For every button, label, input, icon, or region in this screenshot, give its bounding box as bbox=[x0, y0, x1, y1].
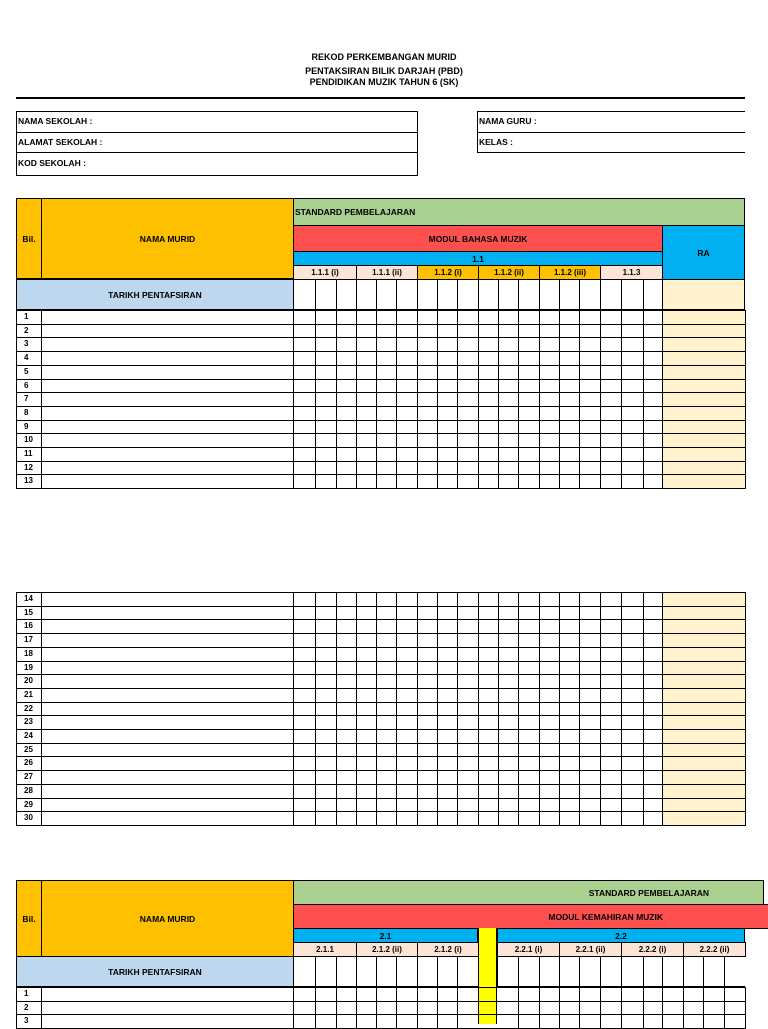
grid-line bbox=[356, 279, 357, 310]
code-cell-2: 2.2.1 (ii) bbox=[559, 942, 622, 957]
col-line bbox=[539, 592, 540, 825]
tarikh-pentafsiran-header-2: TARIKH PENTAFSIRAN bbox=[16, 956, 294, 987]
code-cell: 1.1.3 bbox=[600, 265, 663, 280]
grid-line bbox=[315, 956, 316, 987]
row-number: 15 bbox=[24, 607, 33, 617]
row-line bbox=[16, 406, 745, 407]
grid-line bbox=[600, 279, 601, 310]
col-line bbox=[457, 592, 458, 825]
grid-line bbox=[724, 956, 725, 987]
grid-line bbox=[315, 279, 316, 310]
row-number: 24 bbox=[24, 731, 33, 740]
col-line bbox=[724, 987, 725, 1028]
row-line bbox=[16, 365, 745, 366]
col-line bbox=[643, 310, 644, 488]
row-line bbox=[16, 392, 745, 393]
row-number: 5 bbox=[24, 366, 29, 376]
col-line bbox=[417, 987, 418, 1028]
grid-line bbox=[437, 956, 438, 987]
col-line bbox=[356, 987, 357, 1028]
row-number: 8 bbox=[24, 407, 29, 417]
row-number: 22 bbox=[24, 703, 33, 713]
col-line bbox=[376, 987, 377, 1028]
code-cell-2: 2.1.1 bbox=[293, 942, 357, 957]
row-number: 12 bbox=[24, 462, 33, 472]
col-line bbox=[559, 310, 560, 488]
col-line bbox=[293, 987, 294, 1028]
col-line bbox=[539, 987, 540, 1028]
grid-line bbox=[518, 279, 519, 310]
grid-line bbox=[643, 279, 644, 310]
col-line bbox=[376, 592, 377, 825]
row-line bbox=[16, 715, 745, 716]
alamat-sekolah-label: ALAMAT SEKOLAH : bbox=[18, 137, 103, 147]
grid-line bbox=[376, 956, 377, 987]
row-number: 16 bbox=[24, 621, 33, 631]
col-line bbox=[662, 592, 663, 825]
kod-sekolah-label: KOD SEKOLAH : bbox=[18, 158, 86, 168]
row-number: 28 bbox=[24, 785, 33, 795]
col-line bbox=[396, 987, 397, 1028]
grid-line bbox=[539, 956, 540, 987]
ra-column bbox=[662, 593, 745, 825]
grid-border bbox=[16, 987, 746, 1029]
grid-line bbox=[376, 279, 377, 310]
col-line bbox=[559, 592, 560, 825]
code-cell-2: 2.2.1 (i) bbox=[497, 942, 560, 957]
col-line bbox=[41, 987, 42, 1028]
grid-line bbox=[643, 956, 644, 987]
row-number: 27 bbox=[24, 772, 33, 782]
col-line bbox=[518, 592, 519, 825]
code-cell-2: 2.1.2 (ii) bbox=[356, 942, 418, 957]
col-line bbox=[41, 592, 42, 825]
grid-line bbox=[396, 956, 397, 987]
row-line bbox=[16, 1001, 745, 1002]
row-number: 1 bbox=[24, 312, 29, 321]
col-line bbox=[518, 310, 519, 488]
row-number: 18 bbox=[24, 648, 33, 658]
row-number: 2 bbox=[24, 325, 29, 335]
bil-header-2: Bil. bbox=[16, 880, 42, 957]
code-cell-2: 2.1.2 (i) bbox=[417, 942, 479, 957]
ra-header: RA bbox=[662, 225, 745, 280]
col-line bbox=[518, 987, 519, 1028]
row-line bbox=[16, 337, 745, 338]
grid-line bbox=[457, 279, 458, 310]
group-2-1-header: 2.1 bbox=[293, 928, 478, 943]
nama-sekolah-label: NAMA SEKOLAH : bbox=[18, 116, 93, 126]
grid-line bbox=[417, 956, 418, 987]
grid-line bbox=[579, 279, 580, 310]
col-line bbox=[315, 987, 316, 1028]
col-line bbox=[376, 310, 377, 488]
col-line bbox=[662, 310, 663, 488]
row-line bbox=[16, 756, 745, 757]
grid-line bbox=[559, 279, 560, 310]
grid-line bbox=[703, 956, 704, 987]
grid-line bbox=[336, 956, 337, 987]
modul-bahasa-muzik-header: MODUL BAHASA MUZIK bbox=[293, 225, 663, 252]
teacher-info-box bbox=[477, 111, 745, 153]
col-line bbox=[643, 987, 644, 1028]
row-line bbox=[16, 474, 745, 475]
nama-murid-header: NAMA MURID bbox=[41, 198, 294, 279]
row-number: 14 bbox=[24, 594, 33, 603]
code-cell-2: 2.2.2 (ii) bbox=[683, 942, 746, 957]
header-rule bbox=[16, 97, 745, 99]
col-line bbox=[539, 310, 540, 488]
row-number: 6 bbox=[24, 380, 29, 390]
col-line bbox=[457, 310, 458, 488]
nama-guru-label: NAMA GURU : bbox=[479, 116, 537, 126]
col-line bbox=[417, 310, 418, 488]
row-number: 10 bbox=[24, 435, 33, 445]
col-line bbox=[336, 592, 337, 825]
col-line bbox=[437, 310, 438, 488]
grid-line bbox=[683, 956, 684, 987]
grid-line bbox=[579, 956, 580, 987]
grid-line bbox=[600, 956, 601, 987]
row-number: 23 bbox=[24, 717, 33, 727]
col-line bbox=[437, 987, 438, 1028]
col-line bbox=[336, 987, 337, 1028]
grid-line bbox=[662, 956, 663, 987]
row-line bbox=[16, 798, 745, 799]
row-number: 7 bbox=[24, 394, 29, 404]
row-line bbox=[16, 606, 745, 607]
school-info-box bbox=[16, 111, 418, 176]
code-cell: 1.1.2 (iii) bbox=[539, 265, 601, 280]
doc-subtitle-pbd: PENTAKSIRAN BILIK DARJAH (PBD) bbox=[305, 66, 463, 76]
row-line bbox=[16, 729, 745, 730]
group-2-2-header: 2.2 bbox=[497, 928, 745, 943]
col-line bbox=[579, 310, 580, 488]
row-number: 3 bbox=[24, 339, 29, 349]
grid-line bbox=[437, 279, 438, 310]
grid-line bbox=[621, 956, 622, 987]
standard-pembelajaran-header: STANDARD PEMBELAJARAN bbox=[293, 198, 745, 226]
row-line bbox=[16, 770, 745, 771]
row-number: 2 bbox=[24, 1002, 29, 1012]
col-line bbox=[41, 310, 42, 488]
row-line bbox=[16, 784, 745, 785]
tarikh-date-cells-2 bbox=[293, 956, 479, 987]
doc-subtitle-subject: PENDIDIKAN MUZIK TAHUN 6 (SK) bbox=[309, 77, 459, 87]
col-line bbox=[498, 592, 499, 825]
grid-line bbox=[518, 956, 519, 987]
tarikh-pentafsiran-header: TARIKH PENTAFSIRAN bbox=[16, 279, 294, 310]
col-line bbox=[315, 310, 316, 488]
row-number: 20 bbox=[24, 676, 33, 686]
grid-border bbox=[16, 592, 746, 826]
col-line bbox=[293, 310, 294, 488]
col-line bbox=[703, 987, 704, 1028]
col-line bbox=[356, 592, 357, 825]
row-line bbox=[16, 647, 745, 648]
grid-line bbox=[478, 279, 479, 310]
col-line bbox=[417, 592, 418, 825]
col-line bbox=[396, 592, 397, 825]
row-line bbox=[16, 461, 745, 462]
row-number: 1 bbox=[24, 989, 29, 998]
col-line bbox=[356, 310, 357, 488]
col-line bbox=[621, 310, 622, 488]
grid-line bbox=[559, 956, 560, 987]
row-number: 9 bbox=[24, 421, 29, 431]
grid-line bbox=[336, 279, 337, 310]
col-line bbox=[621, 987, 622, 1028]
col-line bbox=[437, 592, 438, 825]
row-number: 21 bbox=[24, 689, 33, 699]
col-line bbox=[478, 592, 479, 825]
col-line bbox=[336, 310, 337, 488]
nama-murid-header-2: NAMA MURID bbox=[41, 880, 294, 957]
col-line bbox=[600, 592, 601, 825]
row-number: 13 bbox=[24, 476, 33, 486]
row-line bbox=[16, 447, 745, 448]
modul-kemahiran-muzik-header: MODUL KEMAHIRAN MUZIK bbox=[293, 904, 768, 929]
col-line bbox=[478, 310, 479, 488]
row-line bbox=[16, 433, 745, 434]
col-line bbox=[600, 987, 601, 1028]
bil-header: Bil. bbox=[16, 198, 42, 279]
row-number: 26 bbox=[24, 758, 33, 768]
row-line bbox=[16, 661, 745, 662]
col-line bbox=[683, 987, 684, 1028]
col-line bbox=[457, 987, 458, 1028]
grid-line bbox=[396, 279, 397, 310]
code-cell: 1.1.2 (i) bbox=[417, 265, 479, 280]
grid-line bbox=[457, 956, 458, 987]
grid-line bbox=[539, 279, 540, 310]
code-cell: 1.1.1 (ii) bbox=[356, 265, 418, 280]
row-line bbox=[16, 1014, 745, 1015]
row-line bbox=[16, 702, 745, 703]
row-line bbox=[16, 379, 745, 380]
col-line bbox=[396, 310, 397, 488]
row-line bbox=[16, 633, 745, 634]
col-line bbox=[662, 987, 663, 1028]
row-number: 17 bbox=[24, 635, 33, 645]
row-number: 25 bbox=[24, 744, 33, 754]
col-line bbox=[293, 592, 294, 825]
doc-title: REKOD PERKEMBANGAN MURID bbox=[311, 52, 457, 62]
grid-line bbox=[621, 279, 622, 310]
grid-line bbox=[498, 279, 499, 310]
row-number: 3 bbox=[24, 1016, 29, 1026]
col-line bbox=[315, 592, 316, 825]
group-1-1-header: 1.1 bbox=[293, 251, 663, 266]
standard-pembelajaran-header-2: STANDARD PEMBELAJARAN bbox=[293, 880, 764, 905]
row-number: 4 bbox=[24, 353, 29, 363]
row-number: 11 bbox=[24, 449, 33, 458]
col-line bbox=[498, 310, 499, 488]
code-cell: 1.1.1 (i) bbox=[293, 265, 357, 280]
grid-line bbox=[417, 279, 418, 310]
col-line bbox=[579, 592, 580, 825]
row-line bbox=[16, 420, 745, 421]
row-line bbox=[16, 688, 745, 689]
row-line bbox=[16, 743, 745, 744]
row-number: 29 bbox=[24, 799, 33, 809]
row-line bbox=[16, 674, 745, 675]
row-number: 30 bbox=[24, 813, 33, 823]
col-line bbox=[621, 592, 622, 825]
row-line bbox=[16, 619, 745, 620]
row-line bbox=[16, 324, 745, 325]
grid-line bbox=[356, 956, 357, 987]
col-line bbox=[579, 987, 580, 1028]
col-line bbox=[559, 987, 560, 1028]
col-line bbox=[600, 310, 601, 488]
code-cell: 1.1.2 (ii) bbox=[478, 265, 540, 280]
row-line bbox=[16, 351, 745, 352]
row-line bbox=[16, 811, 745, 812]
ra-tarikh-cell bbox=[662, 279, 745, 310]
row-number: 19 bbox=[24, 662, 33, 672]
kelas-label: KELAS : bbox=[479, 137, 513, 147]
col-line bbox=[643, 592, 644, 825]
code-cell-2: 2.2.2 (i) bbox=[621, 942, 684, 957]
